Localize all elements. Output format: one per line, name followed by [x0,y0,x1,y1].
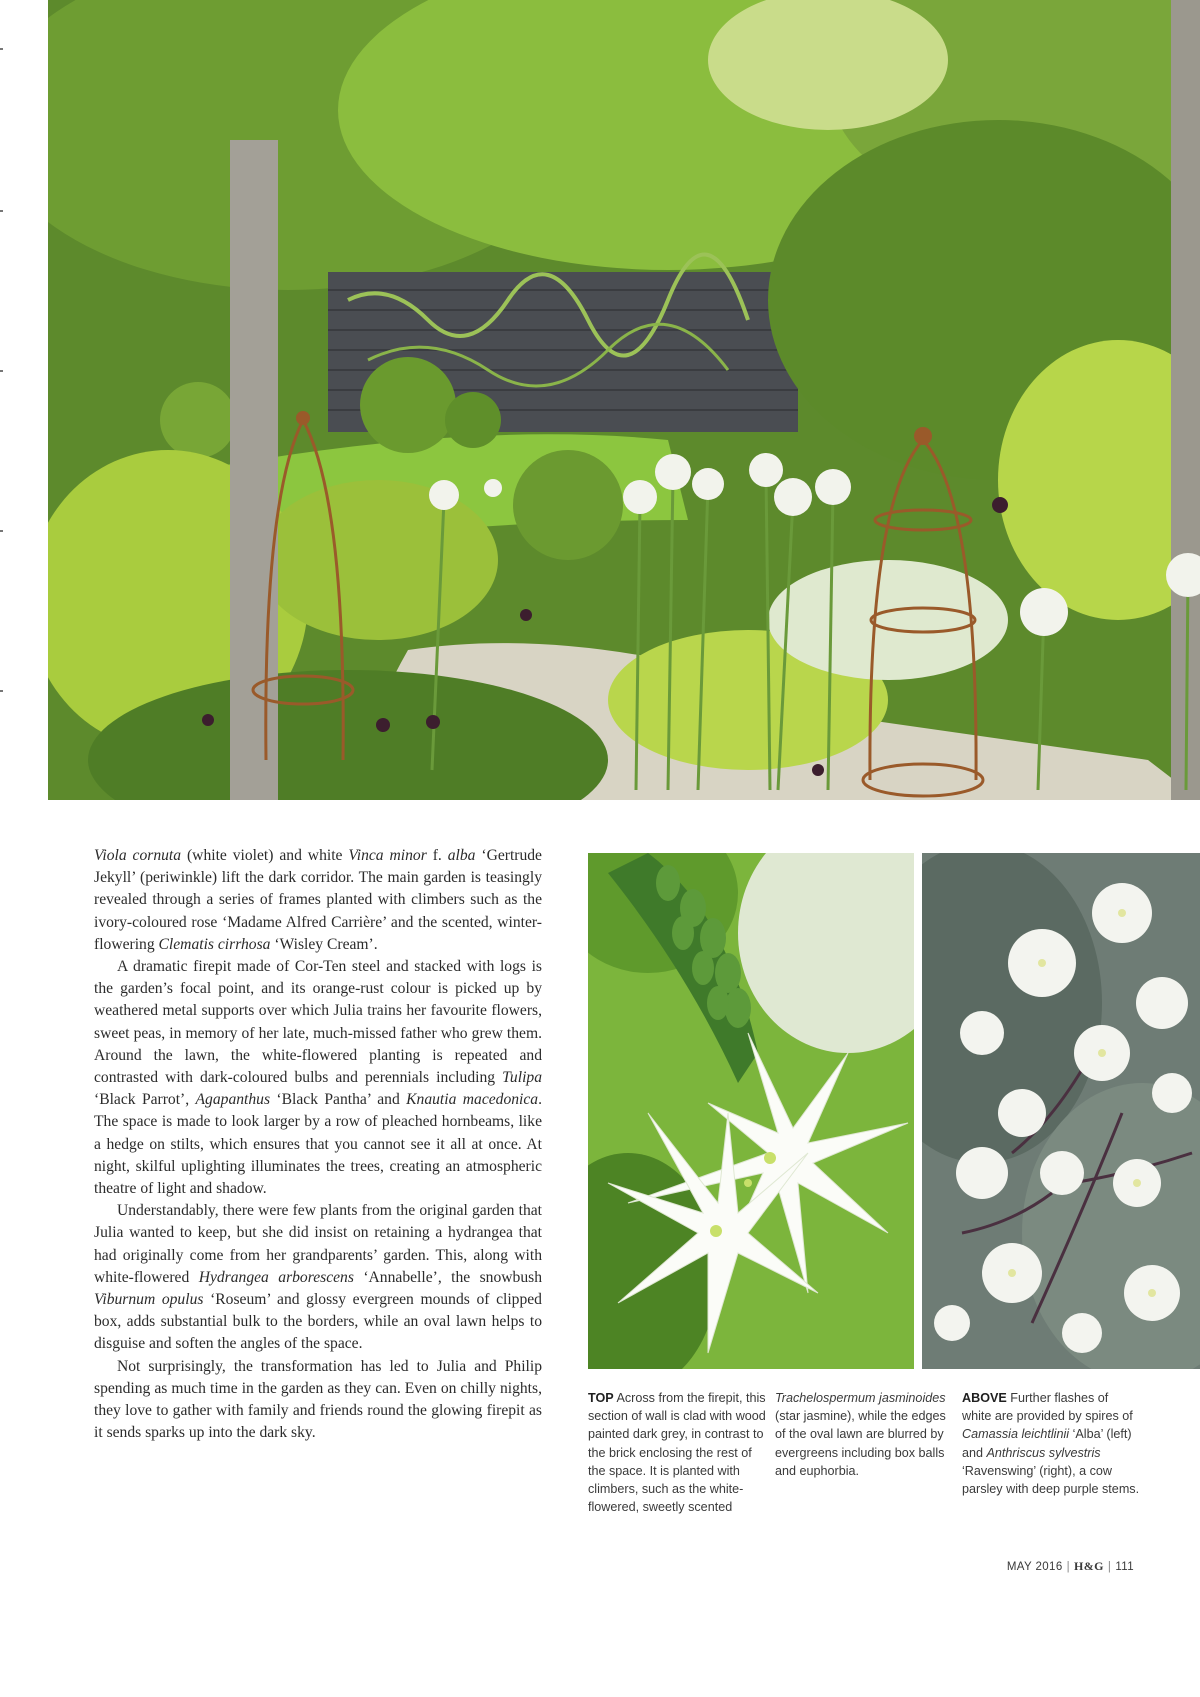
scan-mark [0,530,3,532]
article-body [94,845,542,1444]
page-folio: MAY 2016 | H&G | 111 [1006,1559,1134,1573]
plant-name: Clematis cirrhosa [158,935,271,953]
scan-mark [0,370,3,372]
caption-above: ABOVE Further flashes of white are provided by spires of Camassia leichtlinii ‘Alba’ (left) and Anthriscus sylvestris ‘Ravenswing’ (right), a cow parsley with deep purple stems. [962,1391,1140,1497]
camassia-photo [588,853,914,1369]
caption-top-part1: TOP Across from the firepit, this section of wall is clad with wood painted dark grey, in contrast to the brick enclosing the rest of the space. It is planted with climbers, such as the white-flowered, sweetly scented [588,1391,766,1515]
body-paragraph: Understandably, there were few plants from the original garden that Julia wanted to keep, but she did insist on retaining a hydrangea that had originally come from her grandparents’ garden. This, along with white-flowered Hydrangea arborescens ‘Annabelle’, the snowbush Viburnum opulus ‘Roseum’ and glossy evergreen mounds of clipped box, adds substantial bulk to the borders, while an oval lawn helps to disguise and soften the angles of the space. [94,1202,542,1353]
camassia-photo-illustration [588,853,914,1369]
cow-parsley-photo-illustration [922,853,1200,1369]
scan-mark [0,690,3,692]
caption-top-part2: Trachelospermum jasminoides (star jasmine), while the edges of the oval lawn are blurred by evergreens including box balls and euphorbia. [775,1391,946,1478]
plant-name: Knautia macedonica [406,1091,539,1109]
plant-name: alba [447,847,476,864]
caption-label-top: TOP [588,1391,614,1405]
plant-name: Viburnum opulus [94,1291,204,1309]
plant-name: Camassia leichtlinii [962,1427,1070,1442]
plant-name: Viola cornuta [94,847,182,864]
scan-mark [0,48,3,50]
plant-name: Hydrangea arborescens [198,1268,354,1286]
garden-photo [48,0,1200,800]
plant-name: Trachelospermum jasminoides [775,1391,946,1405]
magazine-brand: H&G [1074,1559,1104,1573]
body-paragraph: A dramatic firepit made of Cor-Ten steel and stacked with logs is the garden’s focal point, and its orange-rust colour is picked up by weathered metal supports over which Julia trains her favourite flowers, sweet peas, in memory of her late, much-missed father who grew them. Around the lawn, the white-flowered planting is repeated and contrasted with dark-coloured bulbs and perennials including Tulipa ‘Black Parrot’, Agapanthus ‘Black Pantha’ and Knautia macedonica. The space is made to look larger by a row of pleached hornbeams, like a hedge on stilts, which ensures that you cannot see it all at once. At night, skilful uplighting illuminates the trees, creating an atmospheric theatre of light and shadow. [94,958,543,1198]
plant-name: Vinca minor [348,847,427,864]
plant-name: Agapanthus [195,1091,271,1109]
plant-name: Tulipa [502,1069,542,1087]
page-number: 111 [1115,1561,1134,1573]
body-paragraph: Not surprisingly, the transformation has led to Julia and Philip spending as much time in the garden as they can. Even on chilly nights, they love to gather with family and friends round the glowing firepit as it sends sparks up into the dark sky. [94,1357,542,1442]
caption-label-above: ABOVE [962,1391,1007,1405]
cow-parsley-photo [922,853,1200,1369]
issue-date: MAY 2016 [1006,1561,1063,1573]
scan-mark [0,210,3,212]
plant-name: Anthriscus sylvestris [986,1445,1101,1460]
garden-photo-illustration [48,0,1200,800]
body-paragraph: Viola cornuta (white violet) and white Vinca minor f. alba ‘Gertrude Jekyll’ (periwinkle) lift the dark corridor. The main garden is teasingly revealed through a series of frames planted with climbers such as the ivory-coloured rose ‘Madame Alfred Carrière’ and the scented, winter-flowering Clematis cirrhosa ‘Wisley Cream’. [94,847,542,953]
